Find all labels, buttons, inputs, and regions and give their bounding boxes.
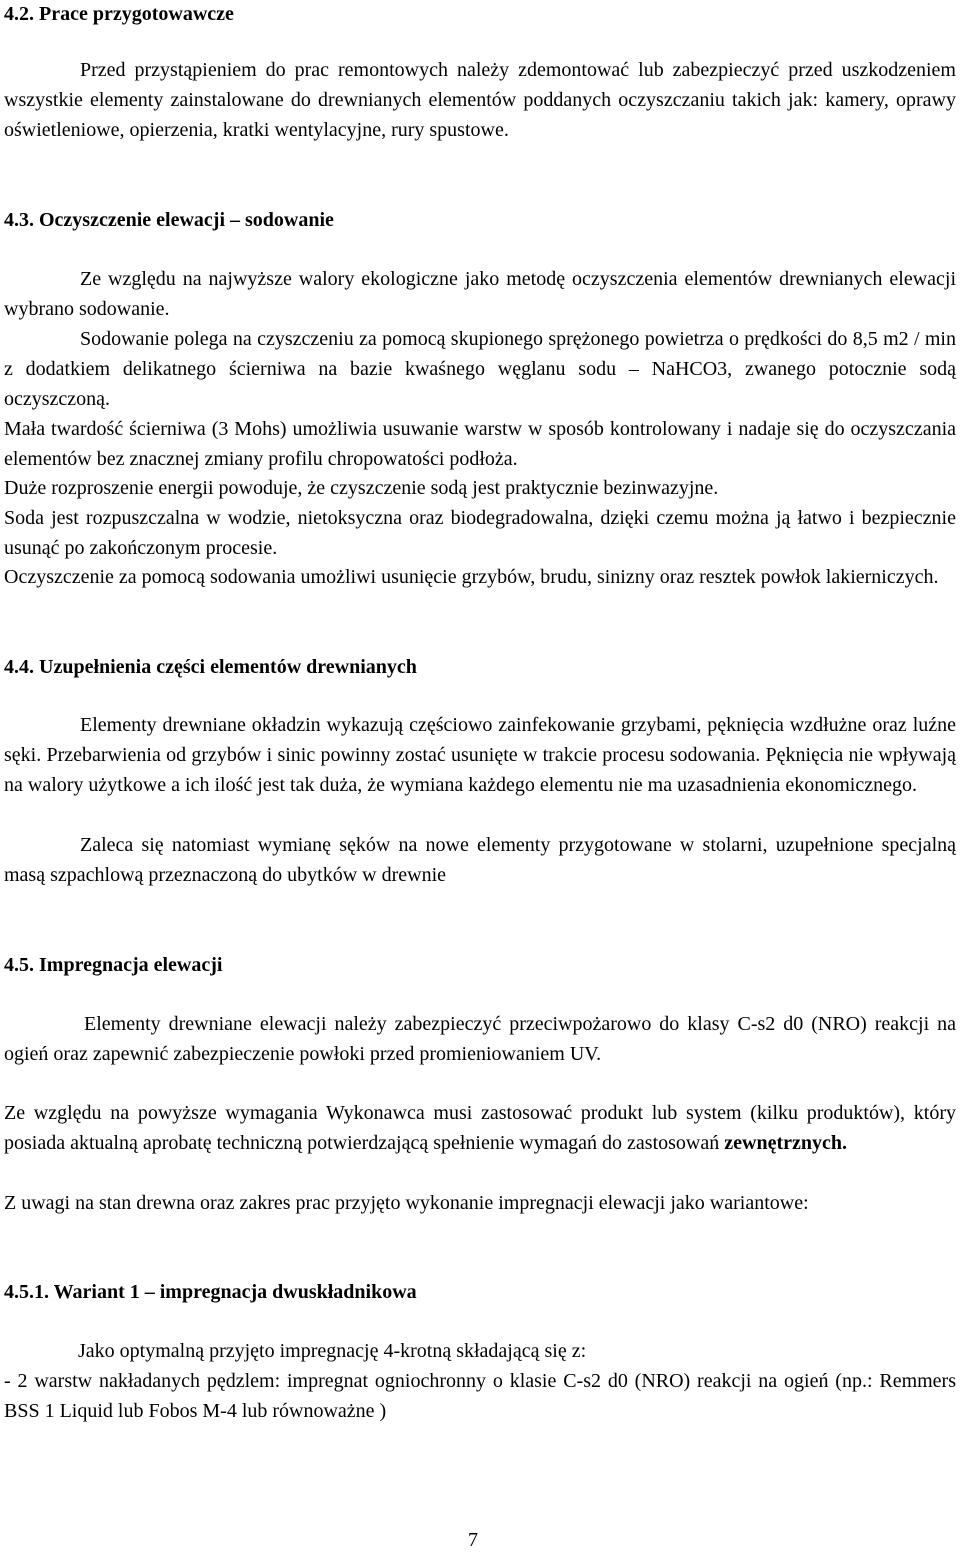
paragraph: Soda jest rozpuszczalna w wodzie, nietoksyczna oraz biodegradowalna, dzięki czemu można ją łatwo i bezpiecznie usunąć po zakończonym procesie. xyxy=(4,507,956,559)
section-heading-4-3: 4.3. Oczyszczenie elewacji – sodowanie xyxy=(4,209,334,231)
section-heading-4-5: 4.5. Impregnacja elewacji xyxy=(4,954,223,976)
paragraph: Zaleca się natomiast wymianę sęków na nowe elementy przygotowane w stolarni, uzupełnione specjalną masą szpachlową przeznaczoną do ubytków w drewnie xyxy=(4,834,956,886)
paragraph: Ze względu na najwyższe walory ekologiczne jako metodę oczyszczenia elementów drewnianych elewacji wybrano sodowanie. xyxy=(4,268,956,320)
paragraph: Elementy drewniane elewacji należy zabezpieczyć przeciwpożarowo do klasy C-s2 d0 (NRO) reakcji na ogień oraz zapewnić zabezpieczenie powłoki przed promieniowaniem UV. xyxy=(4,1013,956,1065)
paragraph: Oczyszczenie za pomocą sodowania umożliwi usunięcie grzybów, brudu, sinizny oraz resztek powłok lakierniczych. xyxy=(4,566,939,588)
paragraph: Z uwagi na stan drewna oraz zakres prac przyjęto wykonanie impregnacji elewacji jako wariantowe: xyxy=(4,1192,809,1214)
section-heading-4-5-1: 4.5.1. Wariant 1 – impregnacja dwuskładnikowa xyxy=(4,1281,417,1303)
paragraph xyxy=(4,1098,956,1158)
paragraph: Mała twardość ścierniwa (3 Mohs) umożliwia usuwanie warstw w sposób kontrolowany i nadaje się do oczyszczania elementów bez znacznej zmiany profilu chropowatości podłoża. xyxy=(4,418,956,470)
paragraph: Duże rozproszenie energii powoduje, że czyszczenie sodą jest praktycznie bezinwazyjne. xyxy=(4,477,719,499)
paragraph: Przed przystąpieniem do prac remontowych należy zdemontować lub zabezpieczyć przed uszkodzeniem wszystkie elementy zainstalowane do drewnianych elementów poddanych oczyszczaniu takich jak: kamery, oprawy oświetleniowe, opierzenia, kratki wentylacyjne, rury spustowe. xyxy=(4,59,956,141)
paragraph: Elementy drewniane okładzin wykazują częściowo zainfekowanie grzybami, pęknięcia wzdłużne oraz luźne sęki. Przebarwienia od grzybów i sinic powinny zostać usunięte w trakcie procesu sodowania. Pęknięcia nie wpływają na walory użytkowe a ich ilość jest tak duża, że wymiana każdego elementu nie ma uzasadnienia ekonomicznego. xyxy=(4,714,956,796)
paragraph: Sodowanie polega na czyszczeniu za pomocą skupionego sprężonego powietrza o prędkości do 8,5 m2 / min z dodatkiem delikatnego ścierniwa na bazie kwaśnego węglanu sodu – NaHCO3, zwanego potocznie sodą oczyszczoną. xyxy=(4,328,956,410)
section-heading-4-4: 4.4. Uzupełnienia części elementów drewnianych xyxy=(4,656,417,678)
paragraph: - 2 warstw nakładanych pędzlem: impregnat ogniochronny o klasie C-s2 d0 (NRO) reakcji na ogień (np.: Remmers BSS 1 Liquid lub Fobos M-4 lub równoważne ) xyxy=(4,1370,956,1422)
paragraph-bold-text: zewnętrznych. xyxy=(724,1132,847,1154)
paragraph: Jako optymalną przyjęto impregnację 4-krotną składającą się z: xyxy=(78,1340,587,1362)
page-number: 7 xyxy=(468,1529,478,1551)
section-heading-4-2: 4.2. Prace przygotowawcze xyxy=(4,3,234,25)
paragraph-text: Ze względu na powyższe wymagania Wykonawca musi zastosować produkt lub system (kilku produktów), który posiada aktualną aprobatę techniczną potwierdzającą spełnienie wymagań do zastosowań xyxy=(4,1102,956,1154)
